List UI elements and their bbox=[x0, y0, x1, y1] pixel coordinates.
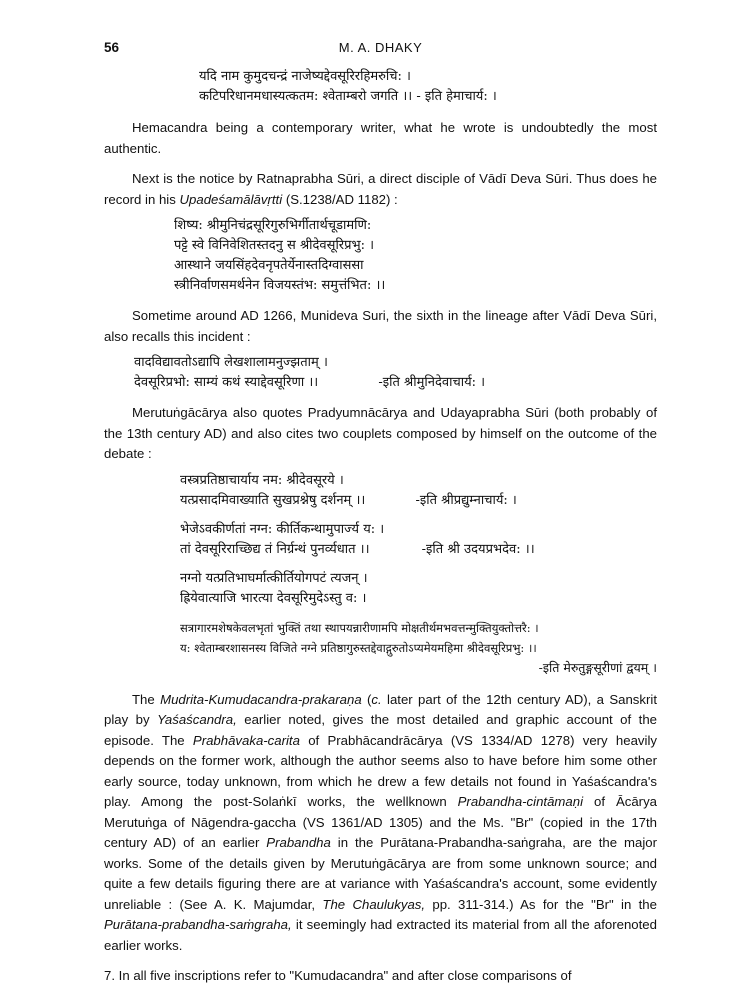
verse-munideva bbox=[134, 353, 657, 393]
verse-udayaprabha bbox=[180, 520, 657, 560]
verse-line: य: श्वेताम्बरशासनस्य विजिते नग्ने प्रतिष्ठागुरुस्तद्देवाद्गुरुतोऽप्यमेयमहिमा श्रीदेवसूरिप्रभु: ।। bbox=[180, 640, 537, 655]
verse-line: वस्त्रप्रतिष्ठाचार्याय नम: श्रीदेवसूरये । bbox=[180, 472, 344, 488]
verse-line: शिष्य: श्रीमुनिचंद्रसूरिगुरुभिर्गीतार्थचूडामणि: bbox=[174, 218, 372, 233]
work-title: Upadeśamālāvṛtti bbox=[179, 191, 283, 207]
verse-attribution: -इति मेरुतुङ्गसूरीणां द्वयम् । bbox=[538, 659, 657, 675]
verse-line bbox=[180, 491, 657, 511]
verse-attribution: -इति श्रीमुनिदेवाचार्य: । bbox=[378, 375, 486, 390]
paragraph-text: ( bbox=[367, 691, 372, 707]
paragraph: Hemacandra being a contemporary writer, what he wrote is undoubtedly the most authentic. bbox=[104, 120, 657, 156]
paragraph-text: of Prabhācandrācārya (VS 1334/AD 1278) very heavily depends on the former work, although the author seems also to have before him some other early source, today unknown, from which he drew a few details not found in Yaśaścandra's play. Among the post-Solaṅkī works, the wellknown bbox=[104, 732, 657, 809]
verse-couplet bbox=[180, 569, 657, 609]
verse-line: कटिपरिधानमधास्यत्कतम: श्वेताम्बरो जगति ।। - इति हेमाचार्य: । bbox=[199, 89, 497, 104]
verse-ratnaprabha bbox=[174, 216, 657, 296]
work-title: Prabhāvaka-carita bbox=[192, 732, 300, 748]
paragraph-text: Next is the notice by Ratnaprabha Sūri, a direct disciple of Vādī Deva Sūri. Thus does he record in his bbox=[104, 171, 657, 207]
verse-line: पट्टे स्वे विनिवेशितस्तदनु स श्रीदेवसूरिप्रभु: । bbox=[174, 238, 375, 253]
paragraph-text: earlier noted, gives the most detailed and graphic account of the episode. The bbox=[104, 712, 657, 748]
verse-line bbox=[180, 540, 657, 560]
paragraph: Sometime around AD 1266, Munideva Suri, the sixth in the lineage after Vādī Deva Sūri, also recalls this incident : bbox=[104, 308, 657, 344]
verse-hemacandra bbox=[199, 67, 657, 107]
work-title: Prabandha bbox=[266, 835, 331, 850]
paragraph: Merutuṅgācārya also quotes Pradyumnācārya and Udayaprabha Sūri (both probably of the 13th century AD) and also cites two couplets composed by himself on the outcome of the debate : bbox=[104, 405, 657, 461]
verse-line: यदि नाम कुमुदचन्द्रं नाजेष्यद्देवसूरिरहिमरुचि: । bbox=[199, 69, 411, 84]
verse-line: स्त्रीनिर्वाणसमर्थनेन विजयस्तंभ: समुत्तंभित: ।। bbox=[174, 278, 386, 293]
running-head: M. A. DHAKY bbox=[338, 40, 423, 55]
abbreviation: c. bbox=[371, 691, 382, 707]
work-title: Prabandha-cintāmaṇi bbox=[457, 794, 583, 809]
work-title: Purātana-prabandha-saṁgraha, bbox=[104, 917, 292, 932]
verse-line bbox=[134, 373, 657, 393]
author-name: Yaśaścandra, bbox=[157, 712, 237, 727]
paragraph-text: later part of the 12th century AD), a Sanskrit play by bbox=[104, 691, 657, 727]
verse-text: देवसूरिप्रभो: साम्यं कथं स्याद्देवसूरिणा ।। bbox=[134, 375, 319, 390]
work-title: Mudrita-Kumudacandra-prakaraṇa bbox=[160, 691, 362, 707]
footnote: 7. In all five inscriptions refer to "Kumudacandra" and after close comparisons of bbox=[104, 968, 572, 983]
paragraph-text: of Ācārya Merutuṅga of Nāgendra-gaccha (VS 1361/AD 1305) and the Ms. "Br" (copied in the 17th century AD) of an earlier bbox=[104, 794, 657, 850]
verse-text: यत्प्रसादमिवाख्याति सुखप्रश्नेषु दर्शनम् ।। bbox=[180, 492, 366, 508]
page-number: 56 bbox=[104, 40, 120, 55]
verse-attribution: -इति श्रीप्रद्युम्नाचार्य: । bbox=[415, 492, 517, 508]
paragraph-text: pp. 311-314.) As for the "Br" in the bbox=[432, 896, 657, 912]
paragraph bbox=[104, 690, 657, 957]
paragraph-text: it seemingly had extracted its material from all the aforenoted earlier works. bbox=[104, 917, 657, 953]
verse-text: तां देवसूरिराच्छिद्य तं निर्ग्रन्थं पुनर्व्यधात ।। bbox=[180, 541, 370, 557]
work-title: The Chaulukyas, bbox=[322, 896, 426, 912]
verse-merutunga bbox=[180, 618, 657, 678]
verse-line: नग्नो यत्प्रतिभाघर्मात्कीर्तियोगपटं त्यजन् । bbox=[180, 570, 368, 586]
verse-attribution: -इति श्री उदयप्रभदेव: ।। bbox=[421, 541, 535, 557]
verse-line: आस्थाने जयसिंहदेवनृपतेर्येनास्तदिग्वाससा bbox=[174, 258, 364, 273]
verse-line: वादविद्यावतोऽद्यापि लेखशालामनुज्झताम् । bbox=[134, 355, 328, 370]
paragraph-text: in the Purātana-Prabandha-saṅgraha, are the major works. Some of the details given by Merutuṅgācārya are from some unknown source; and quite a few details figuring there are at variance with Yaśaścandra's account, some evidently unreliable : (See A. K. Majumdar, bbox=[104, 835, 657, 912]
page-header bbox=[104, 40, 657, 62]
verse-line: सत्रागारमशेषकेवलभृतां भुक्तिं तथा स्थापयन्नारीणामपि मोक्षतीर्थमभवत्तन्मुक्तियुक्तोत्तरै: । bbox=[180, 620, 539, 635]
verse-pradyumna bbox=[180, 471, 657, 511]
verse-line: भेजेऽवकीर्णतां नग्न: कीर्तिकन्थामुपार्ज्य य: । bbox=[180, 521, 385, 537]
paragraph-text: The bbox=[132, 691, 155, 707]
verse-line: ह्रियेवात्याजि भारत्या देवसूरिमुदेऽस्तु व: । bbox=[180, 590, 367, 606]
paragraph bbox=[104, 169, 657, 210]
paragraph-text: (S.1238/AD 1182) : bbox=[285, 191, 398, 207]
